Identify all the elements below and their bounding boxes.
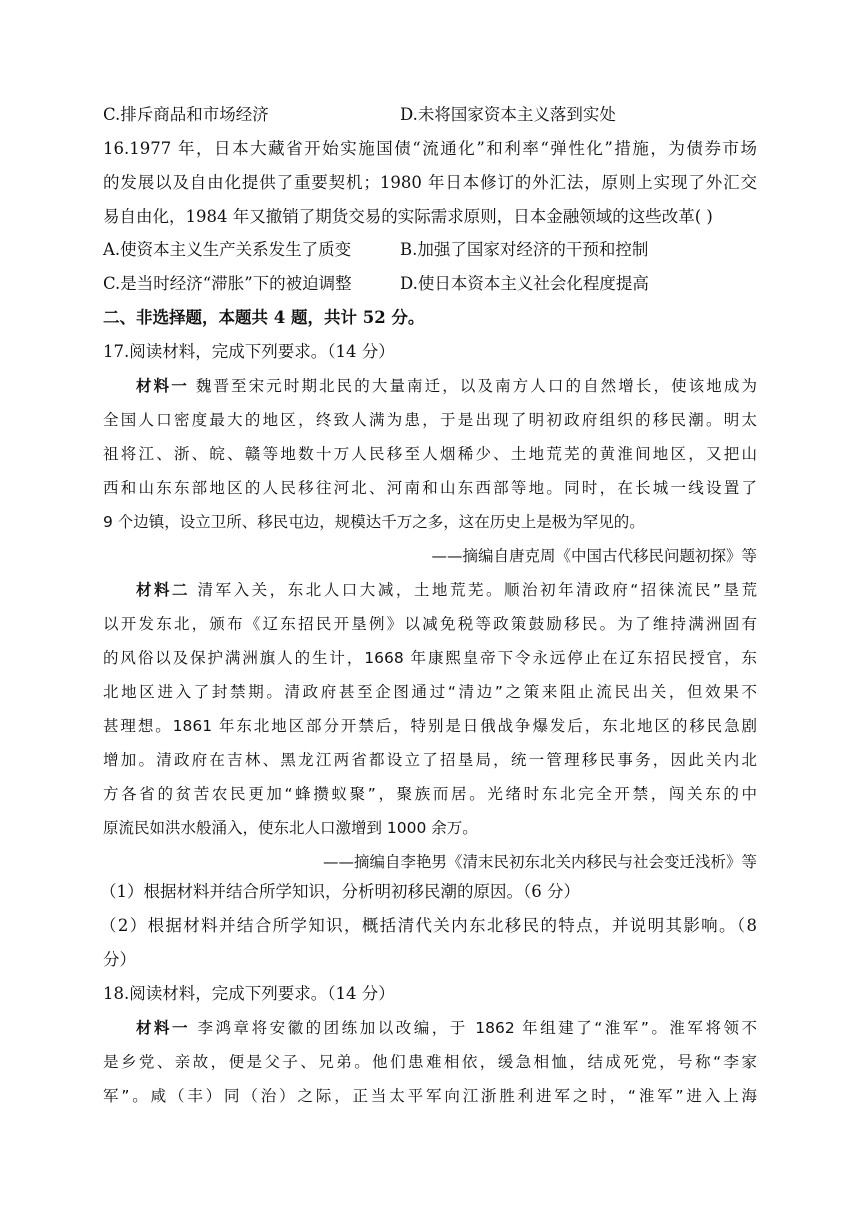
q18-material-1-line-3: 军”。咸（丰）同（治）之际，正当太平军向江浙胜利进军之时，“淮军”进入上海 xyxy=(103,1087,757,1105)
q17-material-1-line-5: 9 个边镇，设立卫所、移民屯边，规模达千万之多，这在历史上是极为罕见的。 xyxy=(103,513,645,531)
q17-subquestion-2-line-2: 分） xyxy=(103,950,136,969)
q16-stem-line-1: 16.1977 年，日本大藏省开始实施国债“流通化”和利率“弹性化”措施，为债券市场 xyxy=(103,139,757,158)
q17-material-2-line-8: 原流民如洪水般涌入，使东北人口激增到 1000 余万。 xyxy=(103,819,478,837)
q17-material-1-line-1 xyxy=(136,376,757,396)
q17-material-2-line-4: 北地区进入了封禁期。清政府甚至企图通过“清边”之策来阻止流民出关，但效果不 xyxy=(103,683,757,701)
q16-stem-line-2: 的发展以及自由化提供了重要契机；1980 年日本修订的外汇法，原则上实现了外汇交 xyxy=(103,173,757,192)
q15-option-d: D.未将国家资本主义落到实处 xyxy=(400,105,616,124)
section-2-heading: 二、非选择题，本题共 4 题，共计 52 分。 xyxy=(103,308,425,327)
q17-subquestion-2-line-1: （2）根据材料并结合所学知识，概括清代关内东北移民的特点，并说明其影响。（8 xyxy=(100,916,757,935)
q17-material-2-line-6: 增加。清政府在吉林、黑龙江两省都设立了招垦局，统一管理移民事务，因此关内北 xyxy=(103,751,757,769)
q17-material-2-line-1 xyxy=(136,580,757,600)
q16-option-c: C.是当时经济“滞胀”下的被迫调整 xyxy=(103,274,352,293)
q16-option-a: A.使资本主义生产关系发生了质变 xyxy=(103,240,352,259)
q17-material-2-text-1: 清军入关，东北人口大减，土地荒芜。顺治初年清政府“招徕流民”垦荒 xyxy=(190,581,757,599)
q17-material-1-line-3: 祖将江、浙、皖、赣等地数十万人民移至人烟稀少、土地荒芜的黄淮间地区，又把山 xyxy=(103,445,757,463)
q17-material-1-source: ——摘编自唐克周《中国古代移民问题初探》等 xyxy=(431,547,757,565)
q18-title: 18.阅读材料，完成下列要求。（14 分） xyxy=(103,984,395,1003)
q16-option-b: B.加强了国家对经济的干预和控制 xyxy=(400,240,649,259)
q17-material-2-source: ——摘编自李艳男《清末民初东北关内移民与社会变迁浅析》等 xyxy=(322,853,757,871)
q17-material-2-line-2: 以开发东北，颁布《辽东招民开垦例》以减免税等政策鼓励移民。为了维持满洲固有 xyxy=(103,615,757,633)
q17-material-2-line-5: 甚理想。1861 年东北地区部分开禁后，特别是日俄战争爆发后，东北地区的移民急剧 xyxy=(103,717,757,735)
q16-options-cd xyxy=(103,274,757,294)
q16-option-d: D.使日本资本主义社会化程度提高 xyxy=(400,274,649,293)
q18-material-1-text-1: 李鸿章将安徽的团练加以改编，于 1862 年组建了“淮军”。淮军将领不 xyxy=(190,1019,757,1037)
q17-material-1-tag: 材料一 xyxy=(136,377,189,395)
q17-material-2-line-3: 的风俗以及保护满洲旗人的生计，1668 年康熙皇帝下令永远停止在辽东招民授官，东 xyxy=(103,649,757,667)
q17-title: 17.阅读材料，完成下列要求。（14 分） xyxy=(103,342,395,361)
q17-material-1-line-2: 全国人口密度最大的地区，终致人满为患，于是出现了明初政府组织的移民潮。明太 xyxy=(103,411,757,429)
q16-options-ab xyxy=(103,240,757,260)
q15-option-c: C.排斥商品和市场经济 xyxy=(103,105,269,124)
q18-material-1-line-2: 是乡党、亲故，便是父子、兄弟。他们患难相依，缓急相恤，结成死党，号称“李家 xyxy=(103,1053,757,1071)
q17-material-2-tag: 材料二 xyxy=(136,581,191,599)
q18-material-1-tag: 材料一 xyxy=(136,1019,191,1037)
q17-material-1-text-1: 魏晋至宋元时期北民的大量南迁，以及南方人口的自然增长，使该地成为 xyxy=(188,377,757,395)
q17-material-1-line-4: 西和山东东部地区的人民移往河北、河南和山东西部等地。同时，在长城一线设置了 xyxy=(103,479,757,497)
q18-material-1-line-1 xyxy=(136,1018,757,1038)
q17-material-2-line-7: 方各省的贫苦农民更加“蜂攒蚁聚”，聚族而居。光绪时东北完全开禁，闯关东的中 xyxy=(103,785,757,803)
q16-stem-line-3: 易自由化，1984 年又撤销了期货交易的实际需求原则，日本金融领域的这些改革( ) xyxy=(103,207,713,226)
q15-options-cd xyxy=(103,105,757,125)
q17-subquestion-1: （1）根据材料并结合所学知识，分析明初移民潮的原因。（6 分） xyxy=(100,882,580,901)
